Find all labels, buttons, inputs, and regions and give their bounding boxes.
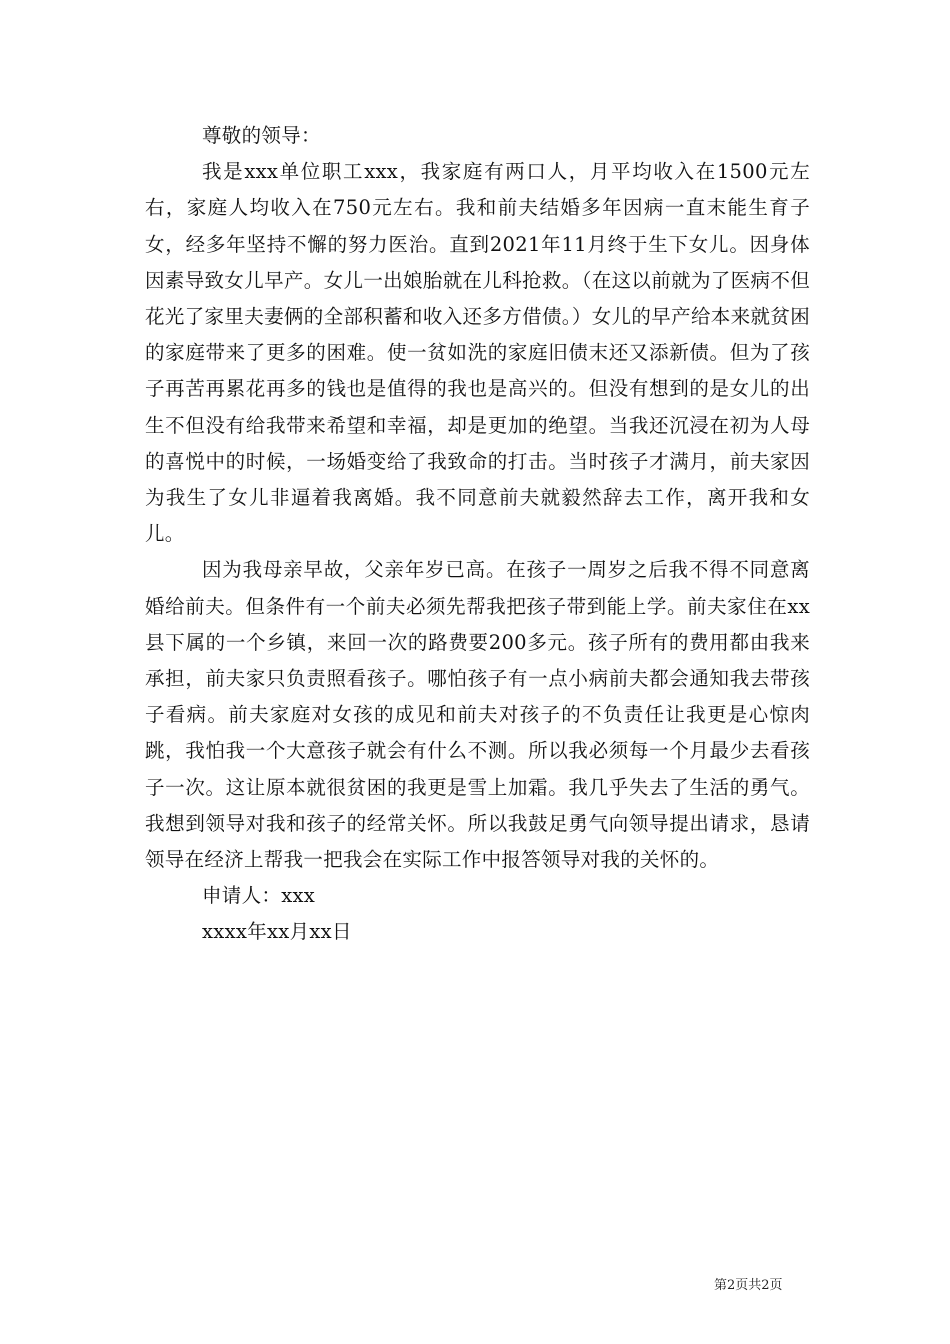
page-number-footer: 第2页共2页 bbox=[714, 1278, 783, 1293]
application-date: xxxx年xx月xx日 bbox=[202, 920, 352, 944]
letter-body bbox=[145, 118, 810, 951]
body-paragraph-2: 因为我母亲早故，父亲年岁已高。在孩子一周岁之后我不得不同意离婚给前夫。但条件有一个前夫必须先帮我把孩子带到能上学。前夫家住在xx县下属的一个乡镇，来回一次的路费要200多元。孩子所有的费用都由我来承担，前夫家只负责照看孩子。哪怕孩子有一点小病前夫都会通知我去带孩子看病。前夫家庭对女孩的成见和前夫对孩子的不负责任让我更是心惊肉跳，我怕我一个大意孩子就会有什么不测。所以我必须每一个月最少去看孩子一次。这让原本就很贫困的我更是雪上加霜。我几乎失去了生活的勇气。我想到领导对我和孩子的经常关怀。所以我鼓足勇气向领导提出请求，恳请领导在经济上帮我一把我会在实际工作中报答领导对我的关怀的。 bbox=[145, 558, 810, 872]
salutation: 尊敬的领导： bbox=[202, 124, 321, 147]
body-paragraph-1: 我是xxx单位职工xxx，我家庭有两口人，月平均收入在1500元左右，家庭人均收入在750元左右。我和前夫结婚多年因病一直末能生育子女，经多年坚持不懈的努力医治。直到2021年11月终于生下女儿。因身体因素导致女儿早产。女儿一出娘胎就在儿科抢救。（在这以前就为了医病不但花光了家里夫妻俩的全部积蓄和收入还多方借债。）女儿的早产给本来就贫困的家庭带来了更多的困难。使一贫如洗的家庭旧债末还又添新债。但为了孩子再苦再累花再多的钱也是值得的我也是高兴的。但没有想到的是女儿的出生不但没有给我带来希望和幸福，却是更加的绝望。当我还沉浸在初为人母的喜悦中的时候，一场婚变给了我致命的打击。当时孩子才满月，前夫家因为我生了女儿非逼着我离婚。我不同意前夫就毅然辞去工作，离开我和女儿。 bbox=[145, 160, 810, 546]
applicant-signature: 申请人：xxx bbox=[202, 884, 316, 908]
